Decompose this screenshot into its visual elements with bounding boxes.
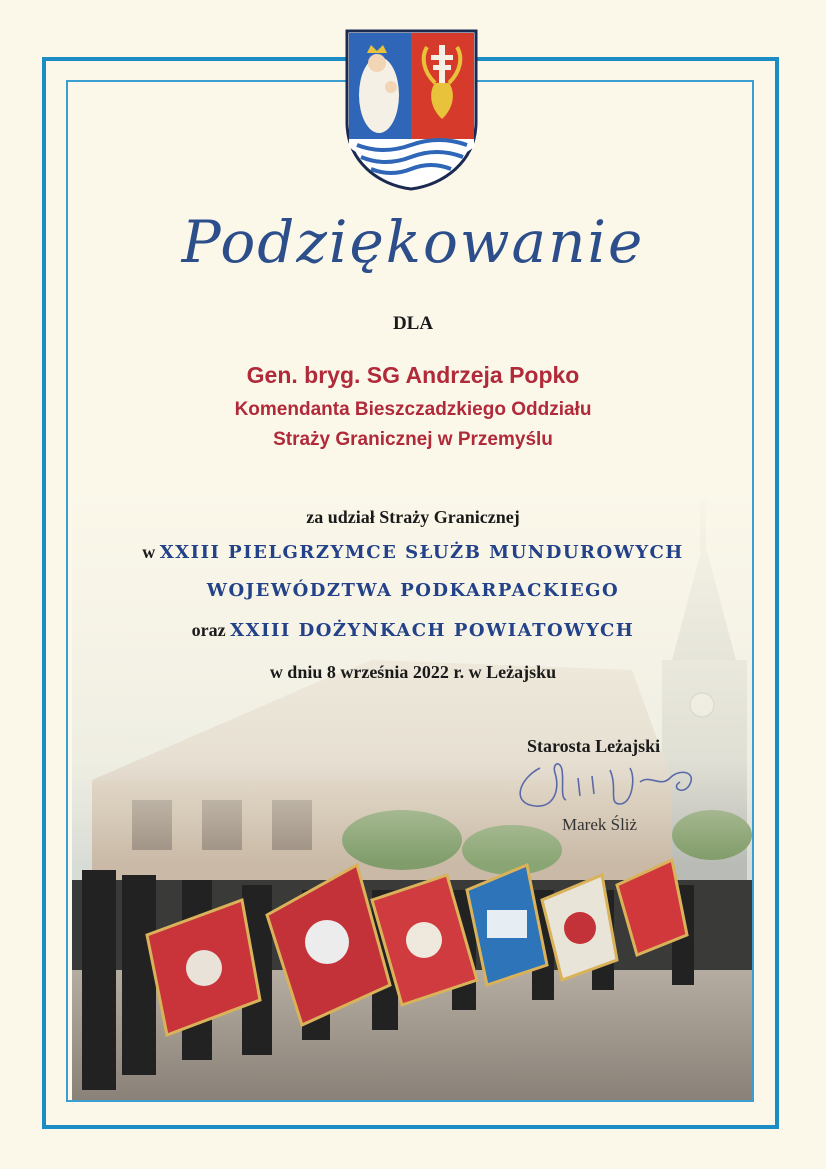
body-line-2-prefix: w: [142, 542, 156, 562]
for-label: DLA: [392, 313, 434, 334]
body-line-1: za udział Straży Granicznej: [306, 507, 520, 527]
signatory-title: Starosta Leżajski: [527, 736, 661, 756]
page-title: Podziękowanie: [181, 208, 645, 276]
coat-of-arms-icon: [343, 27, 480, 192]
recipient-position-line2: Straży Granicznej w Przemyślu: [273, 429, 553, 450]
signatory-name: Marek Śliż: [562, 815, 638, 834]
event-name-line1: XXIII PIELGRZYMCE SŁUŻB MUNDUROWYCH: [159, 542, 684, 563]
recipient-position-line1: Komendanta Bieszczadzkiego Oddziału: [234, 399, 592, 420]
body-line-3: [0, 580, 826, 601]
event-name-line3: XXIII DOŻYNKACH POWIATOWYCH: [230, 620, 635, 641]
body-line-4: [0, 620, 826, 641]
body-line-2: [0, 542, 826, 563]
handwritten-signature: [500, 748, 710, 818]
body-line-4-prefix: oraz: [191, 620, 226, 640]
recipient-name: Gen. bryg. SG Andrzeja Popko: [246, 362, 580, 388]
event-date-place: w dniu 8 września 2022 r. w Leżajsku: [269, 662, 557, 682]
event-name-line2: WOJEWÓDZTWA PODKARPACKIEGO: [206, 580, 620, 601]
